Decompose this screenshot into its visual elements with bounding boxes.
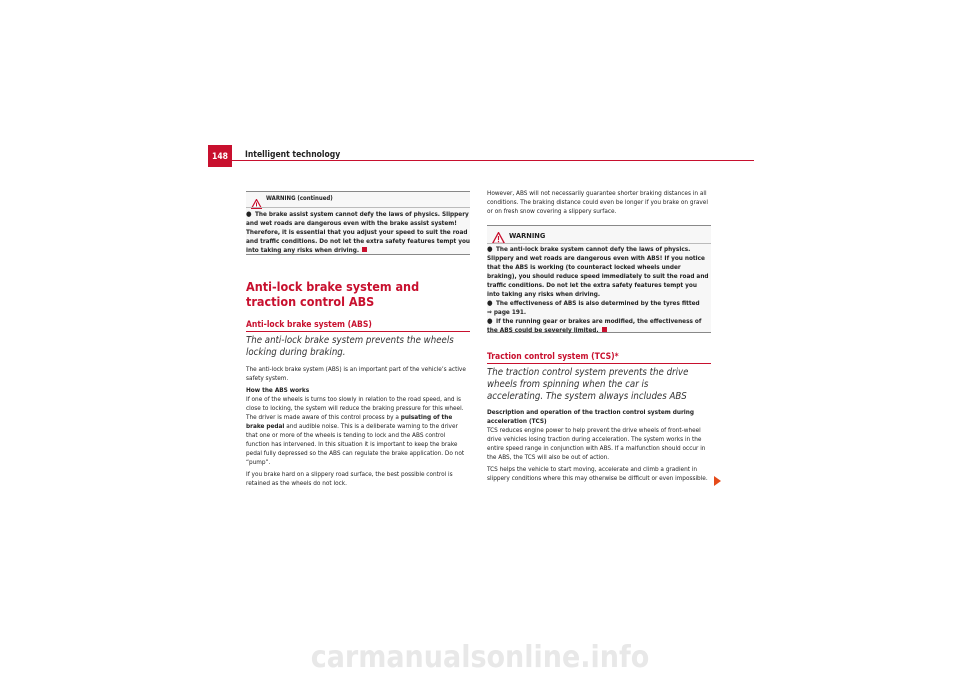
tcs-paragraph-2: TCS helps the vehicle to start moving, accelerate and climb a gradient in slippery conditions where this may otherwise be difficult or even impossible. xyxy=(487,465,708,482)
abs-works-heading: How the ABS works xyxy=(246,386,310,394)
tcs-lead: The traction control system prevents the drive wheels from spinning when the car is accelerating. The system always includes ABS xyxy=(487,367,689,402)
warning-box xyxy=(487,225,711,333)
warning-continued-box xyxy=(246,191,470,255)
section-end-icon xyxy=(602,327,607,332)
page-reference-link[interactable]: ⇒ page 191. xyxy=(487,308,527,316)
abs-paragraph-4: However, ABS will not necessarily guarantee shorter braking distances in all conditions. The braking distance could even be longer if you brake on gravel or on fresh snow covering a slippery surface. xyxy=(487,189,708,215)
tcs-heading: Traction control system (TCS)* xyxy=(487,352,619,362)
bullet-icon: ● xyxy=(487,245,493,253)
abs-heading: Anti-lock brake system (ABS) xyxy=(246,320,372,330)
tcs-heading-rule xyxy=(487,363,711,364)
tcs-body xyxy=(487,408,711,483)
page-section-title: Intelligent technology xyxy=(245,150,341,160)
bullet-icon: ● xyxy=(487,299,493,307)
warning-title-rule xyxy=(246,207,470,208)
section-end-icon xyxy=(362,247,367,252)
bullet-icon: ● xyxy=(246,210,252,218)
warning-title: WARNING xyxy=(509,231,546,240)
warning-bullet-2: ● The effectiveness of ABS is also determined by the tyres fitted ⇒ page 191. xyxy=(487,299,700,316)
page-number: 148 xyxy=(208,145,232,167)
tcs-paragraph-1: TCS reduces engine power to help prevent the drive wheels of front-wheel drive vehicles losing traction during acceleration. The system works in the entire speed range in conjunction with ABS. If a malfunction should occur in the ABS, the TCS will also be out of action. xyxy=(487,426,706,461)
header-rule xyxy=(232,160,754,161)
warning-bullets xyxy=(487,245,711,335)
warning-bullet-1: ● The anti-lock brake system cannot defy the laws of physics. Slippery and wet roads are dangerous even with ABS! If you notice that the ABS is working (to counteract locked wheels under braking), you should reduce speed immediately to suit the road and traffic conditions. Do not let the extra safety features tempt you into taking any risks when driving. xyxy=(487,245,709,298)
watermark: carmanualsonline.info xyxy=(310,640,650,675)
abs-lead: The anti-lock brake system prevents the wheels locking during braking. xyxy=(246,335,454,358)
abs-paragraph-1: The anti-lock brake system (ABS) is an important part of the vehicle’s active safety system. xyxy=(246,365,466,382)
warning-title-rule xyxy=(487,243,711,244)
abs-paragraph-2: If one of the wheels is turns too slowly in relation to the road speed, and is close to locking, the system will reduce the braking pressure for this wheel. The driver is made aware of this control process by a pulsating of the brake pedal and audible noise. This is a deliberate warning to the driver that one or more of the wheels is tending to lock and the ABS control function has intervened. In this situation it is important to keep the brake pedal fully depressed so the ABS can regulate the brake application. Do not “pump”. xyxy=(246,395,465,466)
abs-heading-rule xyxy=(246,331,470,332)
bullet-icon: ● xyxy=(487,317,493,325)
warning-continued-text: ● The brake assist system cannot defy the laws of physics. Slippery and wet roads are dangerous even with the brake assist system! Therefore, it is essential that you adjust your speed to suit the road and traffic conditions. Do not let the extra safety features tempt you into taking any risks when driving. xyxy=(246,210,471,254)
tcs-sub-heading: Description and operation of the traction control system during acceleration (TCS) xyxy=(487,408,694,425)
abs-paragraph-3: If you brake hard on a slippery road surface, the best possible control is retained as the wheels do not lock. xyxy=(246,470,453,487)
next-page-arrow-icon[interactable] xyxy=(714,476,721,486)
warning-bullet-3: ● If the running gear or brakes are modified, the effectiveness of the ABS could be severely limited. xyxy=(487,317,702,334)
main-heading: Anti-lock brake system and traction control ABS xyxy=(246,279,420,309)
warning-continued-title: WARNING (continued) xyxy=(266,195,333,202)
abs-body xyxy=(246,365,470,488)
